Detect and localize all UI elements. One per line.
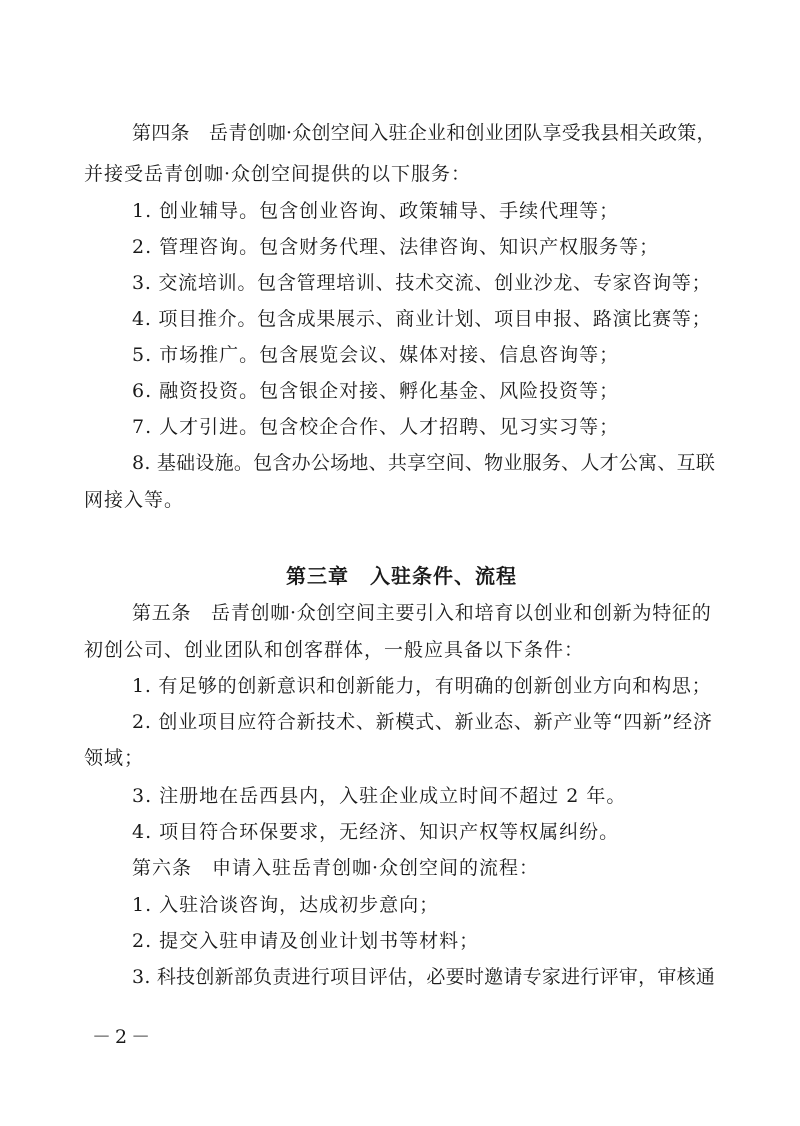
- article4-line1: 第四条 岳青创咖·众创空间入驻企业和创业团队享受我县相关政策，: [132, 122, 716, 144]
- article4-item-8-continuation: 网接入等。: [84, 489, 185, 511]
- article4-line2: 并接受岳青创咖·众创空间提供的以下服务：: [84, 163, 472, 185]
- article5-item-4: 4. 项目符合环保要求，无经济、知识产权等权属纠纷。: [132, 821, 620, 843]
- article4-item-7: 7. 人才引进。包含校企合作、人才招聘、见习实习等；: [132, 416, 620, 438]
- article5-line1: 第五条 岳青创咖·众创空间主要引入和培育以创业和创新为特征的: [132, 602, 712, 624]
- article4-item-2: 2. 管理咨询。包含财务代理、法律咨询、知识产权服务等；: [132, 236, 660, 258]
- page-number: －2－: [92, 1026, 155, 1048]
- article4-item-5: 5. 市场推广。包含展览会议、媒体对接、信息咨询等；: [132, 344, 620, 366]
- article4-item-4: 4. 项目推介。包含成果展示、商业计划、项目申报、路演比赛等；: [132, 308, 712, 330]
- article6-item-2: 2. 提交入驻申请及创业计划书等材料；: [132, 930, 480, 952]
- article6-item-1: 1. 入驻洽谈咨询，达成初步意向；: [132, 894, 440, 916]
- article5-item-3: 3. 注册地在岳西县内，入驻企业成立时间不超过 2 年。: [132, 785, 627, 807]
- article5-item-2-continuation: 领域；: [84, 747, 145, 769]
- article6-item-3: 3. 科技创新部负责进行项目评估，必要时邀请专家进行评审，审核通: [132, 966, 716, 988]
- article6-line1: 第六条 申请入驻岳青创咖·众创空间的流程：: [132, 857, 540, 879]
- article4-item-1: 1. 创业辅导。包含创业咨询、政策辅导、手续代理等；: [132, 200, 620, 222]
- article4-item-6: 6. 融资投资。包含银企对接、孵化基金、风险投资等；: [132, 380, 620, 402]
- article4-item-8: 8. 基础设施。包含办公场地、共享空间、物业服务、人才公寓、互联: [132, 452, 716, 474]
- chapter3-heading: 第三章 入驻条件、流程: [286, 564, 517, 588]
- article4-item-3: 3. 交流培训。包含管理培训、技术交流、创业沙龙、专家咨询等；: [132, 272, 712, 294]
- article5-item-1: 1. 有足够的创新意识和创新能力，有明确的创新创业方向和构思；: [132, 675, 712, 697]
- article5-line2: 初创公司、创业团队和创客群体，一般应具备以下条件：: [84, 639, 585, 661]
- article5-item-2: 2. 创业项目应符合新技术、新模式、新业态、新产业等“四新”经济: [132, 711, 713, 733]
